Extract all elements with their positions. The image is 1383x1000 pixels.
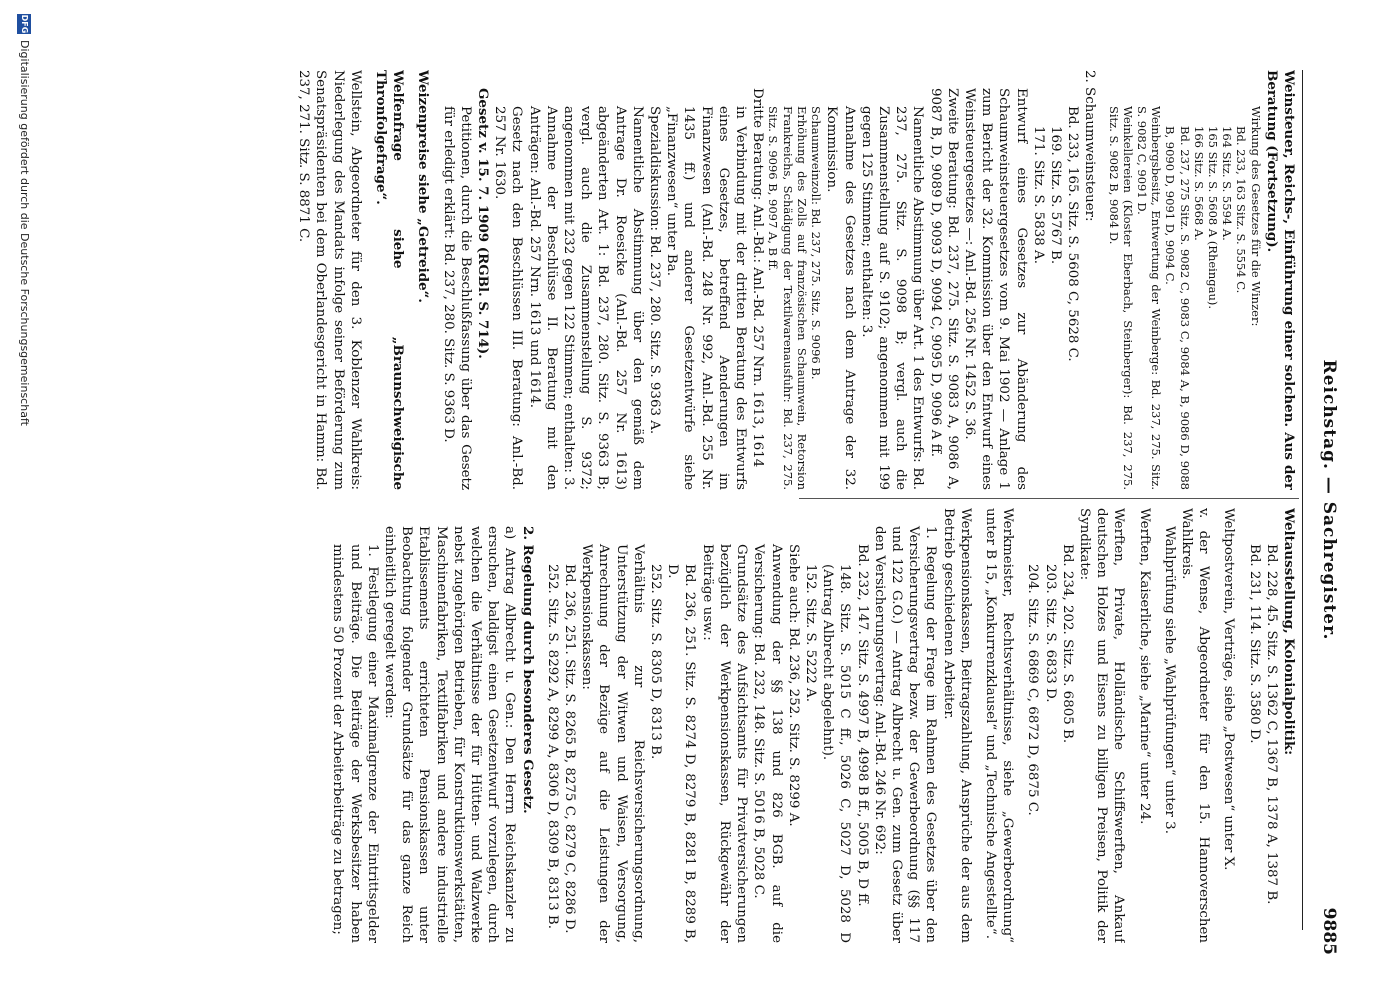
entry-weizenpreise: Weizenpreise siehe „Getreide“. [415, 70, 432, 303]
subentry: 1. Festlegung einer Maximalgrenze der Eintrittsgelder und Beiträge. Die Beiträge der Werksbesitzer haben mindestens 50 Prozent der Arbeiterbeiträge zu betragen; [330, 544, 380, 943]
reference: 166 Sitz. S. 5668 A. [1191, 126, 1206, 241]
subentry: 2. Regelung durch besonderes Gesetz. [519, 526, 536, 814]
reference: Bd. 233, 163 Sitz. S. 5554 C. [1234, 126, 1249, 294]
reference: 204. Sitz. S. 6869 C, 6872 D, 6875 C. [1025, 564, 1041, 816]
subentry: Weinbergsbesitz, Entwertung der Weinberge: Bd. 237, 275. Sitz. S. 9082 C, 9091 D. [1134, 106, 1164, 490]
reference: Bd. 237, 275 Sitz. S. 9082 C, 9083 C, 9084 A, B, 9086 D, 9088 B, 9090 D, 9091 D, 9094 C. [1163, 126, 1192, 490]
subentry: 1. Regelung der Frage im Rahmen des Gesetzes über den Versicherungsvertrag bezw. der Gewerbeordnung (§§ 117 und 122 G.O.) — Antrag Albrecht u. Gen. zum Gesetz über den Versicherungsvertrag: Anl.-Bd. 246 Nr. 692: [871, 526, 939, 943]
subentry: Entwurf eines Gesetzes zur Abänderung des Schaumweinsteuergesetzes vom 9. Mai 1902 — Anlage 1 zum Bericht der 32. Kommission über den Entwurf eines Weinsteuergesetzes —: Anl.-Bd. 256 Nr. 1452 S. 36. [961, 88, 1029, 490]
subentry: Wirkung des Gesetzes für die Winzer: [1248, 106, 1263, 327]
reference: Bd. 228, 45. Sitz. S. 1362 C, 1367 B, 1378 A, 1387 B. [1263, 544, 1279, 905]
subentry: Gesetz v. 15. 7. 1909 (RGBl. S. 714). [475, 88, 492, 359]
subentry: Spezialdiskussion: Bd. 237, 280. Sitz. S. 9363 A. [647, 106, 663, 435]
subentry: Namentliche Abstimmung über den gemäß dem Antrage Dr. Roesicke (Anl.-Bd. 257 Nr. 1613) abgeänderten Art. 1: Bd. 237, 280. Sitz. S. 9363 B; vergl. auch die Zusammenstellung S. 9372; angenommen mit 232 gegen 122 Stimmen; enthalten: 3. [561, 106, 645, 490]
subentry: Wahlprüfung siehe „Wahlprüfungen“ unter 3. [1161, 526, 1177, 834]
subentry: Zweite Beratung: Bd. 237, 275. Sitz. S. 9083 A, 9086 A, 9087 B, D, 9089 D, 9093 D, 9094 C, 9095 D, 9096 A ff. [927, 88, 960, 490]
subentry: Namentliche Abstimmung über Art. 1 des Entwurfs: Bd. 237, 275. Sitz. S. 9098 B; vergl. auch die Zusammenstellung auf S. 9102; angenommen mit 199 gegen 125 Stimmen; enthalten: 3. [858, 106, 926, 490]
subentry: a) Antrag Albrecht u. Gen.: Den Herrn Reichskanzler zu ersuchen, baldigst einen Gesetzentwurf vorzulegen, durch welchen die Verhältnisse der für Hütten- und Walzwerke nebst zugehörigen Betrieben, für Konstruktionswerkstätten, Maschinenfabriken, Textilfabriken und andere industrielle Etablissements errichteten Pensionskassen unter Beobachtung folgender Grundsätze für das ganze Reich einheitlich geregelt werden: [382, 526, 518, 943]
entry-werkmeister: Werkmeister, Rechtsverhältnisse, siehe „Gewerbeordnung“ unter B 15, „Konkurrenzklausel“ und „Technische Angestellte“. [982, 508, 1016, 943]
subentry: Weinkellereien (Kloster Eberbach, Steinberger): Bd. 237, 275. Sitz. S. 9082 B, 9084 D. [1106, 106, 1135, 490]
subentry: in Verbindung mit der dritten Beratung des Entwurfs eines Gesetzes, betreffend Aenderungen im Finanzwesen (Anl.-Bd. 248 Nr. 992, Anl.-Bd. 255 Nr. 1435 ff.) und anderer Gesetzentwürfe siehe „Finanzwesen“ unter Ba. [664, 106, 749, 490]
left-column [17, 70, 1297, 490]
reference: Bd. 236, 251. Sitz. S. 8274 D, 8279 B, 8281 B, 8289 B, D. [665, 564, 698, 943]
section-schaumweinsteuer: 2. Schaumweinsteuer: [1082, 70, 1098, 222]
column-divider [799, 498, 1299, 499]
entry-wellstein: Wellstein, Abgeordneter für den 3. Koblenzer Wahlkreis: Niederlegung des Mandats infolge seiner Beförderung zum Senatspräsidenten bei dem Oberlandesgericht in Hamm: Bd. 237, 271. Sitz. S. 8871 C. [296, 70, 363, 490]
entry-weltausstellung: Weltausstellung, Kolonialpolitik: [1281, 508, 1297, 756]
reference: Bd. 234, 202. Sitz. S. 6805 B. [1059, 544, 1075, 744]
subentry: Gesetz nach den Beschlüssen III. Beratung: Anl.-Bd. 257 Nr. 1630. [492, 106, 525, 490]
subentry: Schaumweinzoll: Bd. 237, 275. Sitz. S. 9096 B. [809, 106, 824, 380]
entry-weinsteuer: Weinsteuer, Reichs-, Einführung einer solchen. Aus der Beratung (Fortsetzung). [1263, 70, 1297, 490]
reference: 252. Sitz. S. 8292 A, 8299 A, 8306 D, 8309 B, 8313 B. [544, 564, 560, 929]
header-rule [1302, 70, 1303, 930]
reference: 203. Sitz. S. 6833 D. [1042, 564, 1058, 703]
subentry: Erhöhung des Zolls auf französischen Schaumwein, Retorsion Frankreichs, Schädigung der Textilwarenausfuhr: Bd. 237, 275. Sitz. S. 9096 B, 9097 A, B ff. [766, 106, 809, 490]
right-column [17, 508, 1297, 943]
dfg-logo: DFG [17, 14, 31, 34]
reference: 164 Sitz. S. 5594 A. [1220, 126, 1235, 241]
reference: 171. Sitz. S. 5838 A. [1030, 126, 1046, 264]
reference: Bd. 232, 147. Sitz. S. 4997 B, 4998 B ff., 5005 B, D ff. [854, 544, 870, 907]
reference: 169. Sitz. S. 5767 B. [1047, 126, 1063, 265]
reference: 148. Sitz. S. 5015 C ff., 5026 C, 5027 D, 5028 D (Antrag Albrecht abgelehnt). [820, 564, 853, 943]
subentry: Annahme der Beschlüsse II. Beratung mit den Anträgen: Anl.-Bd. 257 Nrn. 1613 und 1614. [526, 106, 559, 490]
reference: Siehe auch: Bd. 236, 252. Sitz. S. 8299 A. [785, 544, 801, 827]
page-footer [9, 10, 33, 1000]
subentry: Verhältnis zur Reichsversicherungsordnung, Unterstützung der Witwen und Waisen, Versorgung, Anrechnung der Bezüge auf die Leistungen der Werkpensionskassen: [579, 544, 646, 943]
entry-werften-kaiserliche: Werften, Kaiserliche, siehe „Marine“ unter 24. [1136, 508, 1152, 825]
page-header [1309, 45, 1343, 955]
subentry: Grundsätze des Aufsichtsamts für Privatversicherungen bezüglich der Werkpensionskassen, Rückgewähr der Beiträge usw.: [699, 544, 750, 943]
subentry: Dritte Beratung: Anl.-Bd.: Anl.-Bd. 257 Nrn. 1613, 1614 [750, 88, 766, 468]
reference: 252. Sitz. S. 8305 D, 8313 B. [648, 564, 664, 760]
reference: Bd. 231, 114. Sitz. S. 3580 D. [1246, 544, 1262, 744]
page-number: 9885 [1319, 907, 1339, 955]
entry-werkpensionskassen: Werkpensionskassen, Beitragszahlung, Ansprüche der aus dem Betrieb geschiedenen Arbeiter. [940, 508, 973, 943]
funding-note: Digitalisierung gefördert durch die Deutsche Forschungsgemeinschaft [18, 40, 31, 426]
entry-werften-private: Werften, Private, Holländische Schiffswerften, Ankauf deutschen Holzes und Eisens zu billigen Preisen, Politik der Syndikate: [1076, 508, 1127, 943]
subentry: Petitionen, durch die Beschlußfassung über das Gesetz für erledigt erklärt: Bd. 237, 280. Sitz. S. 9363 D. [440, 106, 473, 490]
reference: Bd. 236, 251. Sitz. S. 8265 B, 8275 C, 8279 C, 8286 D. [562, 564, 578, 934]
entry-weltpostverein: Weltpostverein, Verträge, siehe „Postwesen“ unter X. [1221, 508, 1237, 871]
subentry: Anwendung der §§ 138 und 826 BGB. auf die Versicherung: Bd. 232, 148. Sitz. S. 5016 B, 5028 C. [751, 544, 784, 943]
running-title: Reichstag. — Sachregister. [1319, 359, 1339, 641]
entry-welfenfrage: Welfenfrage siehe „Braunschweigische Thronfolgefrage“. [373, 70, 407, 490]
reference: Bd. 233, 165. Sitz. S. 5608 C, 5628 C. [1065, 106, 1081, 362]
reference: 152. Sitz. S. 5222 A. [802, 564, 818, 702]
entry-wense: v. der Wense, Abgeordneter für den 15. Hannoverschen Wahlkreis. [1178, 508, 1212, 943]
subentry: Annahme des Gesetzes nach dem Antrage der 32. Kommission. [824, 106, 857, 490]
reference: 165 Sitz. S. 5608 A (Rheingau). [1205, 126, 1220, 310]
